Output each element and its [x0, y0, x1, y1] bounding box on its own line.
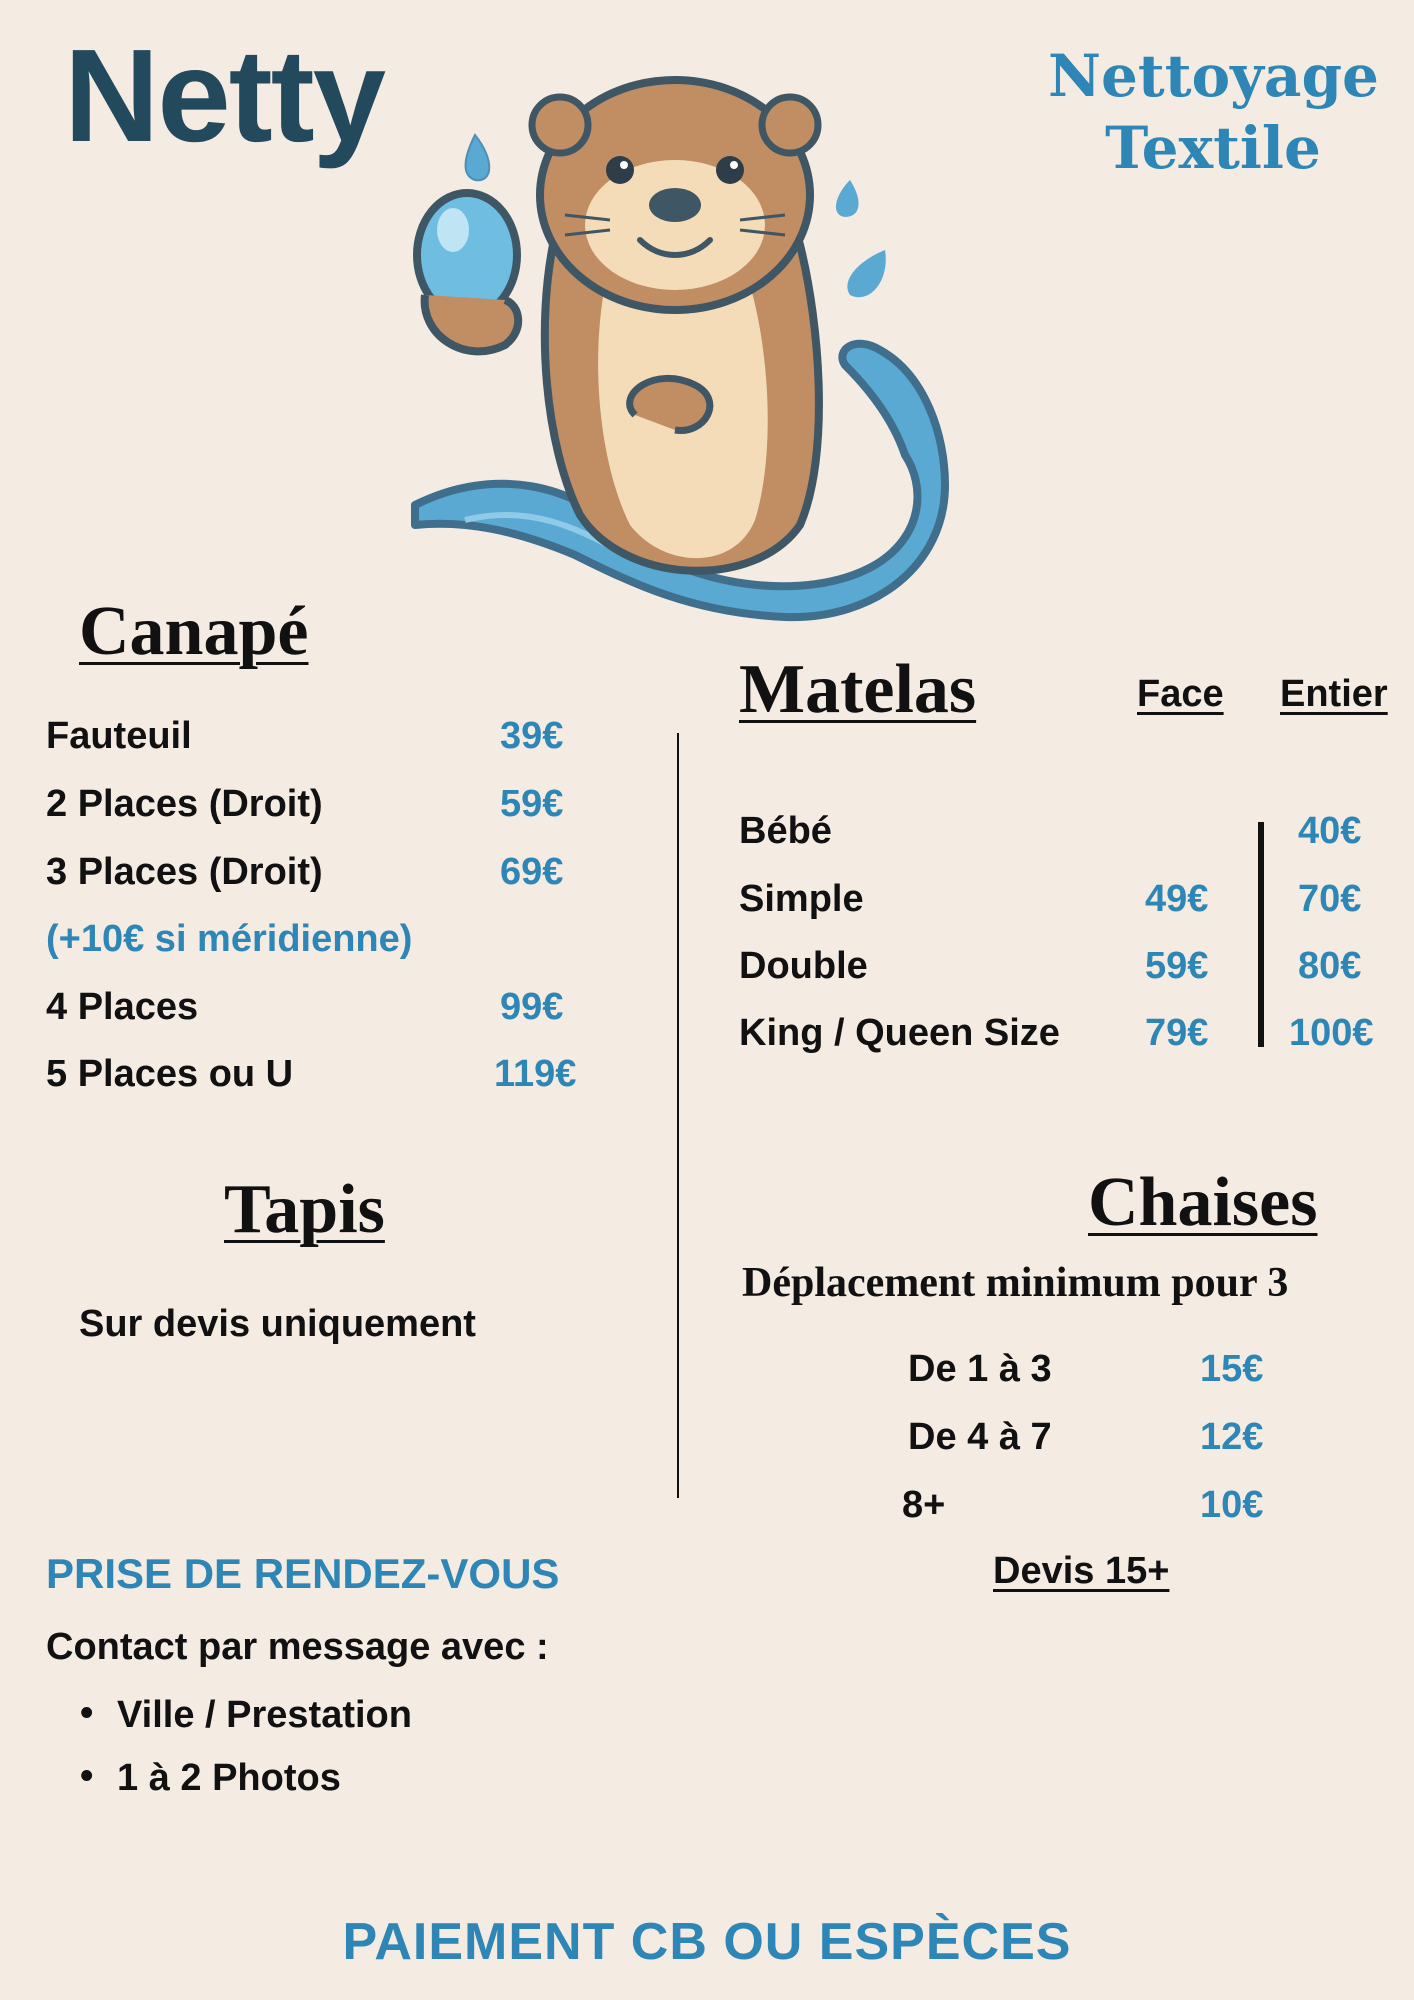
- matelas-col-entier: Entier: [1280, 673, 1388, 715]
- rdv-bullet: •: [80, 1755, 94, 1797]
- canape-item-label: 4 Places: [46, 986, 199, 1028]
- matelas-title: Matelas: [739, 651, 977, 728]
- brand-logo: Netty: [64, 22, 385, 169]
- chaises-row-label: De 1 à 3: [908, 1348, 1052, 1390]
- chaises-subtitle: Déplacement minimum pour 3: [742, 1260, 1289, 1306]
- otter-mascot-icon: [405, 65, 965, 625]
- canape-item-price: 119€: [494, 1053, 577, 1095]
- tagline-line-1: Nettoyage: [1048, 42, 1379, 110]
- matelas-row-label: Bébé: [739, 810, 832, 852]
- matelas-row-label: King / Queen Size: [739, 1012, 1060, 1054]
- matelas-row-entier: 100€: [1289, 1012, 1374, 1054]
- matelas-row-entier: 70€: [1298, 878, 1362, 920]
- matelas-row-entier: 40€: [1298, 810, 1362, 852]
- rdv-bullet: •: [80, 1692, 94, 1734]
- canape-item-price: 69€: [500, 851, 564, 893]
- matelas-row-face: 49€: [1145, 878, 1209, 920]
- matelas-row-face: 59€: [1145, 945, 1209, 987]
- tagline-line-2: Textile: [1105, 114, 1321, 182]
- canape-title: Canapé: [79, 593, 309, 670]
- matelas-row-entier: 80€: [1298, 945, 1362, 987]
- canape-item-price: 59€: [500, 783, 564, 825]
- rdv-bullet-text: Ville / Prestation: [117, 1694, 412, 1736]
- canape-item-label: 5 Places ou U: [46, 1053, 294, 1095]
- rdv-title: PRISE DE RENDEZ-VOUS: [46, 1550, 560, 1597]
- matelas-column-divider: [1258, 822, 1264, 1047]
- canape-item-price: 39€: [500, 715, 564, 757]
- tapis-text: Sur devis uniquement: [79, 1303, 476, 1345]
- payment-methods: PAIEMENT CB OU ESPÈCES: [342, 1913, 1072, 1971]
- canape-item-label: Fauteuil: [46, 715, 192, 757]
- tapis-title: Tapis: [224, 1171, 385, 1248]
- column-divider: [677, 733, 679, 1498]
- matelas-col-face: Face: [1137, 673, 1224, 715]
- canape-item-label: 3 Places (Droit): [46, 851, 323, 893]
- rdv-intro: Contact par message avec :: [46, 1626, 549, 1668]
- canape-item-label: 2 Places (Droit): [46, 783, 323, 825]
- canape-item-price: 99€: [500, 986, 564, 1028]
- chaises-row-price: 15€: [1200, 1348, 1264, 1390]
- matelas-row-label: Simple: [739, 878, 864, 920]
- chaises-row-label: 8+: [902, 1484, 946, 1526]
- canape-note: (+10€ si méridienne): [46, 918, 413, 960]
- chaises-row-label: De 4 à 7: [908, 1416, 1052, 1458]
- chaises-row-price: 12€: [1200, 1416, 1264, 1458]
- matelas-row-label: Double: [739, 945, 868, 987]
- chaises-devis: Devis 15+: [993, 1550, 1170, 1592]
- tagline: [1048, 40, 1378, 184]
- chaises-title: Chaises: [1088, 1164, 1318, 1241]
- matelas-row-face: 79€: [1145, 1012, 1209, 1054]
- chaises-row-price: 10€: [1200, 1484, 1264, 1526]
- rdv-bullet-text: 1 à 2 Photos: [117, 1757, 341, 1799]
